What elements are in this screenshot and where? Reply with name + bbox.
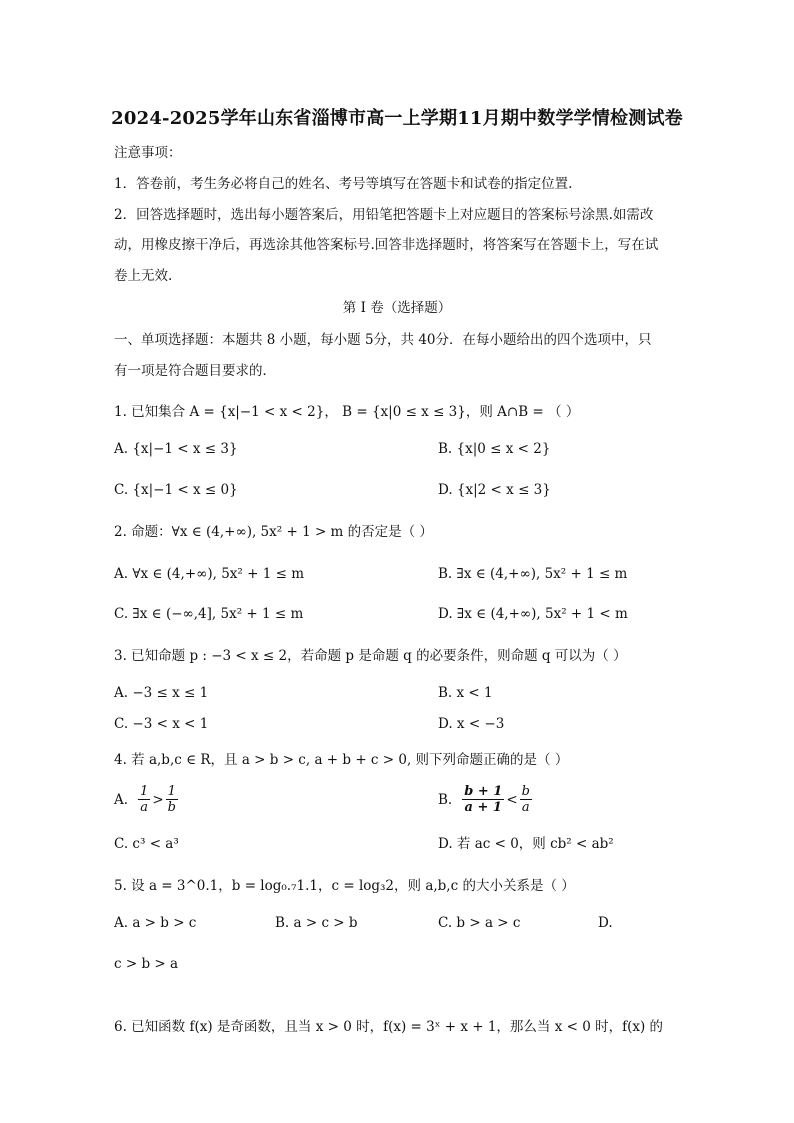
- question-4-option-b: [438, 784, 534, 815]
- question-4-option-d: D. 若 ac < 0，则 cb² < ab²: [438, 836, 614, 852]
- question-1-option-c: C. {x|−1 < x ≤ 0}: [114, 482, 238, 498]
- fraction-denominator: b: [167, 800, 176, 815]
- question-4-option-a: [114, 784, 180, 815]
- fraction-numerator: 1: [167, 784, 176, 799]
- fraction-numerator: 1: [140, 784, 149, 799]
- question-5-option-d-label: D.: [598, 915, 613, 931]
- question-5-option-b: B. a > c > b: [275, 915, 358, 931]
- relation-symbol: <: [506, 791, 518, 808]
- question-4-stem: 4. 若 a,b,c ∈ R，且 a > b > c, a + b + c > 0, 则下列命题正确的是（ ）: [114, 752, 569, 768]
- fraction-denominator: a: [140, 800, 149, 815]
- question-2-option-a: A. ∀x ∈ (4,+∞), 5x² + 1 ≤ m: [114, 566, 305, 582]
- question-2-option-d: D. ∃x ∈ (4,+∞), 5x² + 1 < m: [438, 606, 628, 622]
- part1-instructions-line-1: 一、单项选择题：本题共 8 小题，每小题 5分，共 40分．在每小题给出的四个选项中，只: [114, 332, 652, 348]
- notice-item-2-line-1: 2．回答选择题时，选出每小题答案后，用铅笔把答题卡上对应题目的答案标号涂黑.如需改: [114, 207, 654, 223]
- fraction-denominator: a: [521, 800, 530, 815]
- option-a-label: A.: [114, 791, 129, 808]
- question-5-option-a: A. a > b > c: [114, 915, 197, 931]
- notice-item-2-line-3: 卷上无效.: [114, 268, 173, 284]
- question-1-stem: 1. 已知集合 A = {x|−1 < x < 2}， B = {x|0 ≤ x ≤ 3}，则 A∩B = （ ）: [114, 404, 580, 420]
- relation-symbol: >: [152, 791, 164, 808]
- question-5-option-d-text: c > b > a: [114, 956, 179, 972]
- question-6-stem: 6. 已知函数 f(x) 是奇函数，且当 x > 0 时，f(x) = 3ˣ + x + 1，那么当 x < 0 时，f(x) 的: [114, 1019, 664, 1035]
- section-title: 第 I 卷（选择题）: [342, 300, 452, 316]
- fraction-b-over-a: [520, 784, 532, 815]
- fraction-denominator: a + 1: [464, 800, 502, 815]
- fraction-numerator: b + 1: [464, 784, 503, 799]
- question-3-option-b: B. x < 1: [438, 685, 493, 701]
- question-3-stem: 3. 已知命题 p : −3 < x ≤ 2，若命题 p 是命题 q 的必要条件，则命题 q 可以为（ ）: [114, 648, 627, 664]
- part1-instructions-line-2: 有一项是符合题目要求的．: [114, 363, 276, 379]
- question-5-stem: 5. 设 a = 3^0.1，b = log₀.₇1.1，c = log₃2，则 a,b,c 的大小关系是（ ）: [114, 878, 575, 894]
- fraction-1-over-a: [138, 784, 150, 815]
- question-4-option-c: C. c³ < a³: [114, 836, 179, 852]
- fraction-b1-over-a1: [462, 784, 504, 815]
- fraction-1-over-b: [166, 784, 178, 815]
- notice-item-2-line-2: 动，用橡皮擦干净后，再选涂其他答案标号.回答非选择题时，将答案写在答题卡上，写在试: [114, 237, 659, 253]
- question-2-option-b: B. ∃x ∈ (4,+∞), 5x² + 1 ≤ m: [438, 566, 628, 582]
- option-b-label: B.: [438, 791, 453, 808]
- question-3-option-a: A. −3 ≤ x ≤ 1: [114, 685, 209, 701]
- question-2-option-c: C. ∃x ∈ (−∞,4], 5x² + 1 ≤ m: [114, 606, 304, 622]
- notice-item-1: 1．答卷前，考生务必将自己的姓名、考号等填写在答题卡和试卷的指定位置.: [114, 176, 573, 192]
- question-1-option-a: A. {x|−1 < x ≤ 3}: [114, 441, 238, 457]
- fraction-numerator: b: [521, 784, 530, 799]
- question-5-option-c: C. b > a > c: [438, 915, 521, 931]
- question-3-option-c: C. −3 < x < 1: [114, 716, 209, 732]
- exam-title: 2024-2025学年山东省淄博市高一上学期11月期中数学学情检测试卷: [111, 108, 683, 129]
- question-1-option-b: B. {x|0 ≤ x < 2}: [438, 441, 551, 457]
- question-2-stem: 2. 命题：∀x ∈ (4,+∞), 5x² + 1 > m 的否定是（ ）: [114, 524, 433, 540]
- question-1-option-d: D. {x|2 < x ≤ 3}: [438, 482, 551, 498]
- question-3-option-d: D. x < −3: [438, 716, 505, 732]
- notice-heading: 注意事项：: [114, 145, 182, 161]
